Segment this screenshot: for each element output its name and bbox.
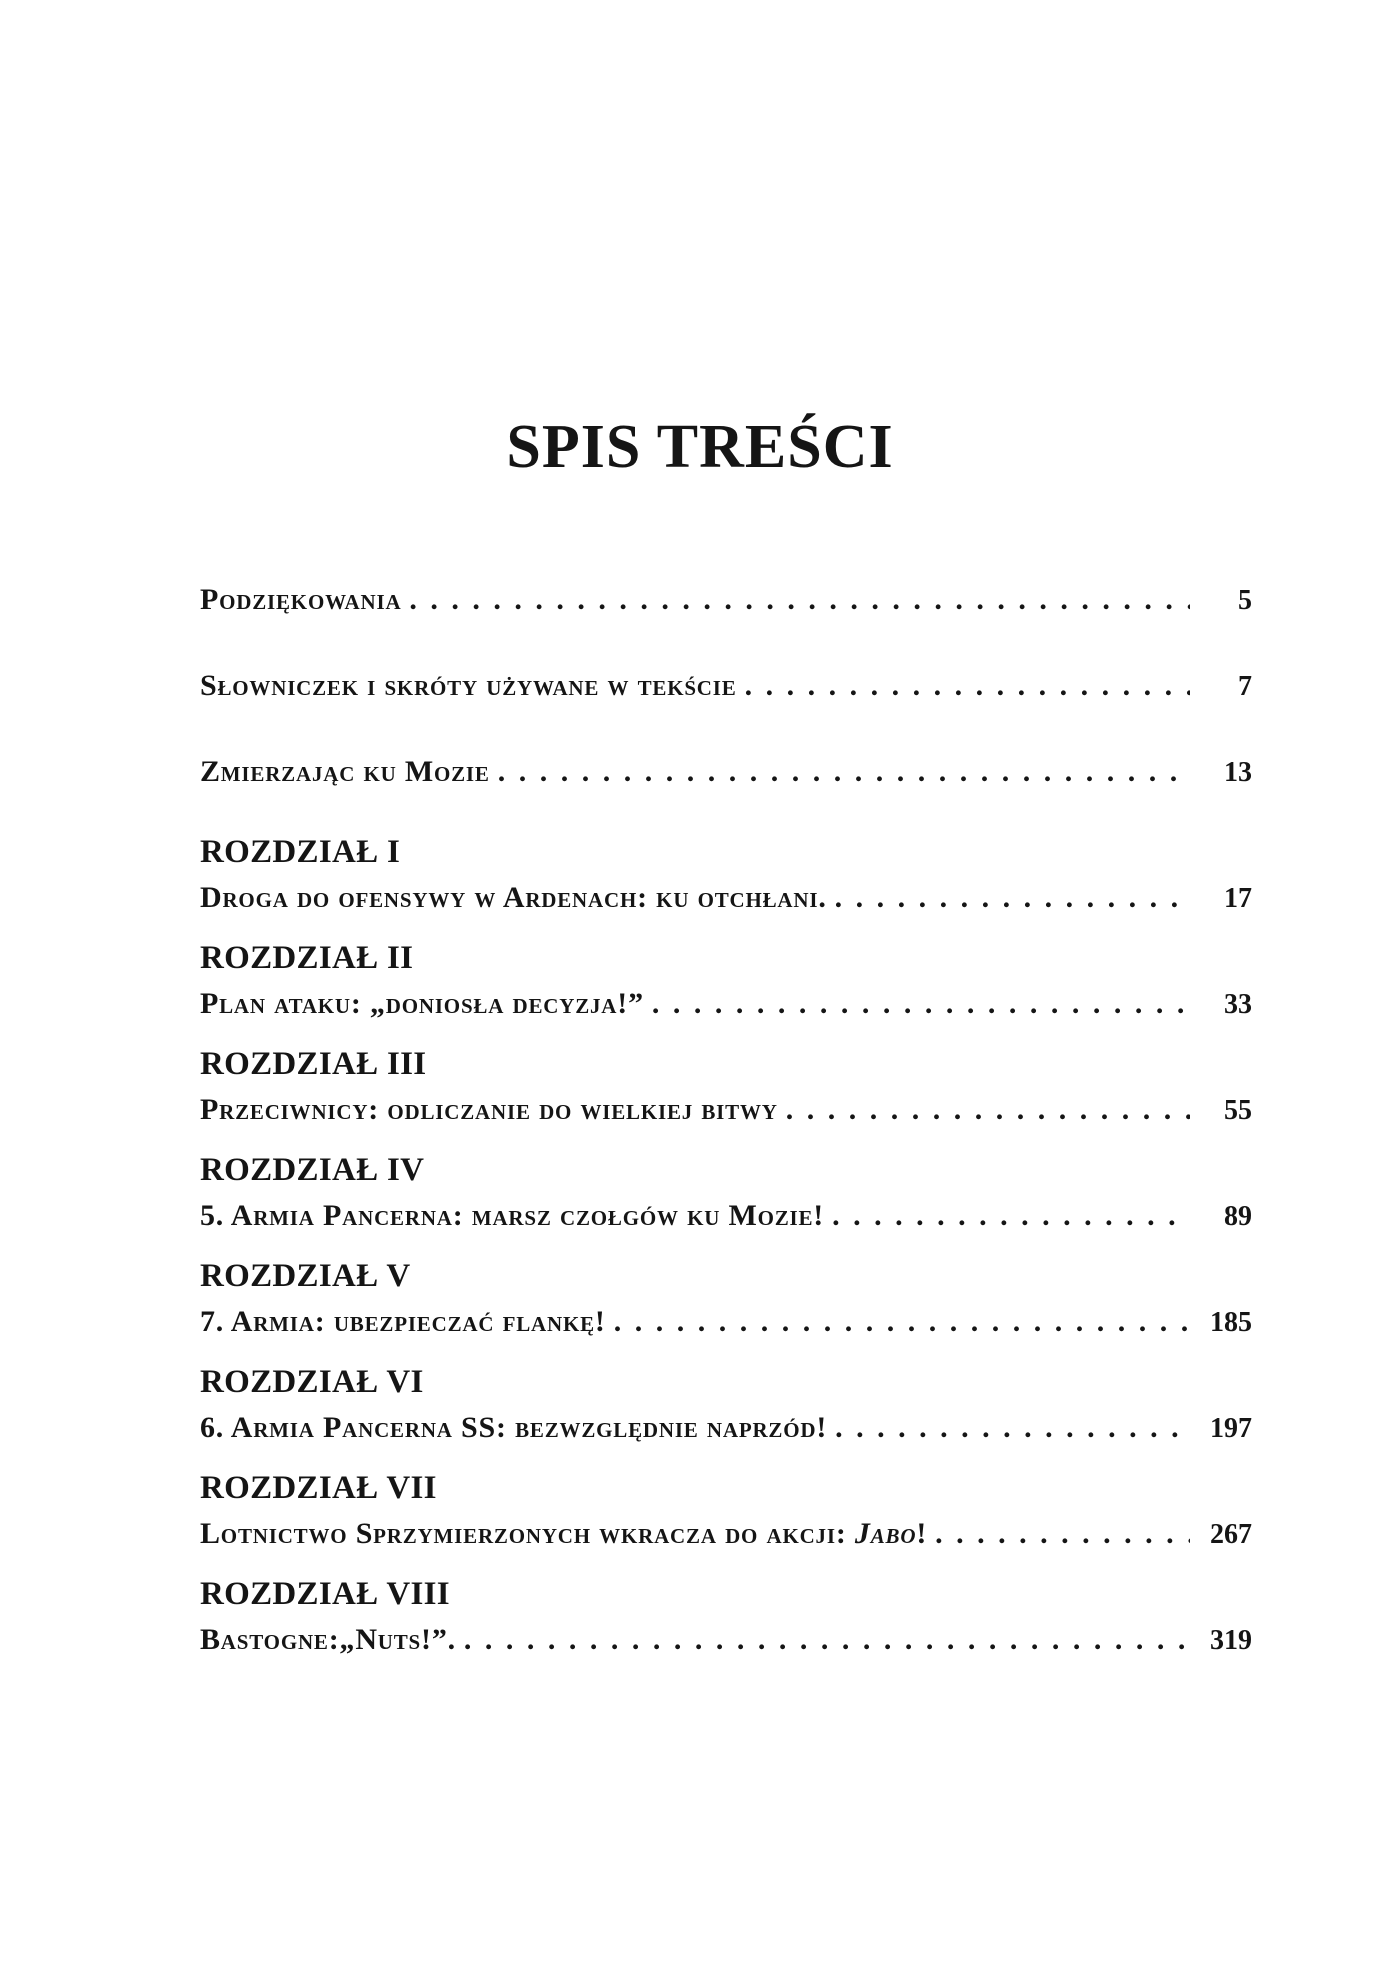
toc-entry-chapter-1[interactable] <box>200 832 1252 924</box>
page-number: 17 <box>1224 883 1252 914</box>
page-number: 89 <box>1224 1201 1252 1232</box>
toc-entry-chapter-5[interactable] <box>200 1256 1252 1348</box>
dot-leader <box>745 660 1190 712</box>
toc-entry-title: 6. Armia Pancerna SS: bezwzględnie naprzód! <box>200 1411 828 1444</box>
toc-line <box>200 1190 1252 1242</box>
toc-entry-title: Zmierzając ku Mozie <box>200 755 490 788</box>
page-number: 55 <box>1224 1095 1252 1126</box>
page-number: 33 <box>1224 989 1252 1020</box>
toc-entry-zmierzajac[interactable] <box>200 746 1252 798</box>
toc-entry-chapter-8[interactable] <box>200 1574 1252 1666</box>
dot-leader <box>935 1508 1190 1560</box>
dot-leader <box>835 1402 1190 1454</box>
chapter-label: ROZDZIAŁ IV <box>200 1152 425 1188</box>
toc-entry-title: Podziękowania <box>200 583 402 616</box>
toc-line <box>200 574 1252 626</box>
chapter-label: ROZDZIAŁ II <box>200 940 414 976</box>
dot-leader <box>409 574 1190 626</box>
dot-leader <box>832 1190 1190 1242</box>
toc-entry-podziekowania[interactable] <box>200 574 1252 626</box>
toc-line <box>200 1614 1252 1666</box>
page-number: 185 <box>1210 1307 1252 1338</box>
toc-entry-title-suffix: ! <box>916 1517 928 1550</box>
table-of-contents <box>200 574 1252 1680</box>
page-number: 319 <box>1210 1625 1252 1656</box>
toc-line <box>200 978 1252 1030</box>
toc-entry-chapter-7[interactable] <box>200 1468 1252 1560</box>
dot-leader <box>786 1084 1190 1136</box>
toc-entry-title: Słowniczek i skróty używane w tekście <box>200 669 737 702</box>
toc-line <box>200 1084 1252 1136</box>
page-number: 267 <box>1210 1519 1252 1550</box>
dot-leader <box>835 872 1190 924</box>
toc-entry-title: Droga do ofensywy w Ardenach: ku otchłani. <box>200 881 827 914</box>
toc-line <box>200 1402 1252 1454</box>
chapter-label: ROZDZIAŁ I <box>200 834 401 870</box>
toc-entry-title: 5. Armia Pancerna: marsz czołgów ku Mozie! <box>200 1199 825 1232</box>
toc-entry-title: 7. Armia: ubezpieczać flankę! <box>200 1305 606 1338</box>
dot-leader <box>614 1296 1190 1348</box>
toc-entry-chapter-4[interactable] <box>200 1150 1252 1242</box>
toc-line <box>200 1296 1252 1348</box>
page-title: SPIS TREŚCI <box>506 413 894 481</box>
dot-leader <box>652 978 1190 1030</box>
toc-entry-slowniczek[interactable] <box>200 660 1252 712</box>
dot-leader <box>498 746 1190 798</box>
toc-entry-chapter-3[interactable] <box>200 1044 1252 1136</box>
toc-line <box>200 746 1252 798</box>
toc-line <box>200 872 1252 924</box>
toc-entry-title: Plan ataku: „doniosła decyzja!” <box>200 987 644 1020</box>
toc-entry-title-italic: Jabo <box>854 1517 917 1550</box>
chapter-label: ROZDZIAŁ VI <box>200 1364 424 1400</box>
toc-entry-title: Przeciwnicy: odliczanie do wielkiej bitwy <box>200 1093 778 1126</box>
toc-entry-chapter-2[interactable] <box>200 938 1252 1030</box>
chapter-label: ROZDZIAŁ VII <box>200 1470 437 1506</box>
dot-leader <box>464 1614 1190 1666</box>
toc-entry-title-text: Lotnictwo Sprzymierzonych wkracza do akcji: <box>200 1517 855 1550</box>
page-number: 5 <box>1238 585 1252 616</box>
chapter-label: ROZDZIAŁ V <box>200 1258 411 1294</box>
page-number: 7 <box>1238 671 1252 702</box>
toc-entry-chapter-6[interactable] <box>200 1362 1252 1454</box>
toc-line <box>200 660 1252 712</box>
toc-entry-title <box>200 1508 927 1560</box>
toc-entry-title: Bastogne:„Nuts!”. <box>200 1623 456 1656</box>
chapter-label: ROZDZIAŁ VIII <box>200 1576 450 1612</box>
page-number: 197 <box>1210 1413 1252 1444</box>
page-number: 13 <box>1224 757 1252 788</box>
chapter-label: ROZDZIAŁ III <box>200 1046 427 1082</box>
toc-line <box>200 1508 1252 1560</box>
